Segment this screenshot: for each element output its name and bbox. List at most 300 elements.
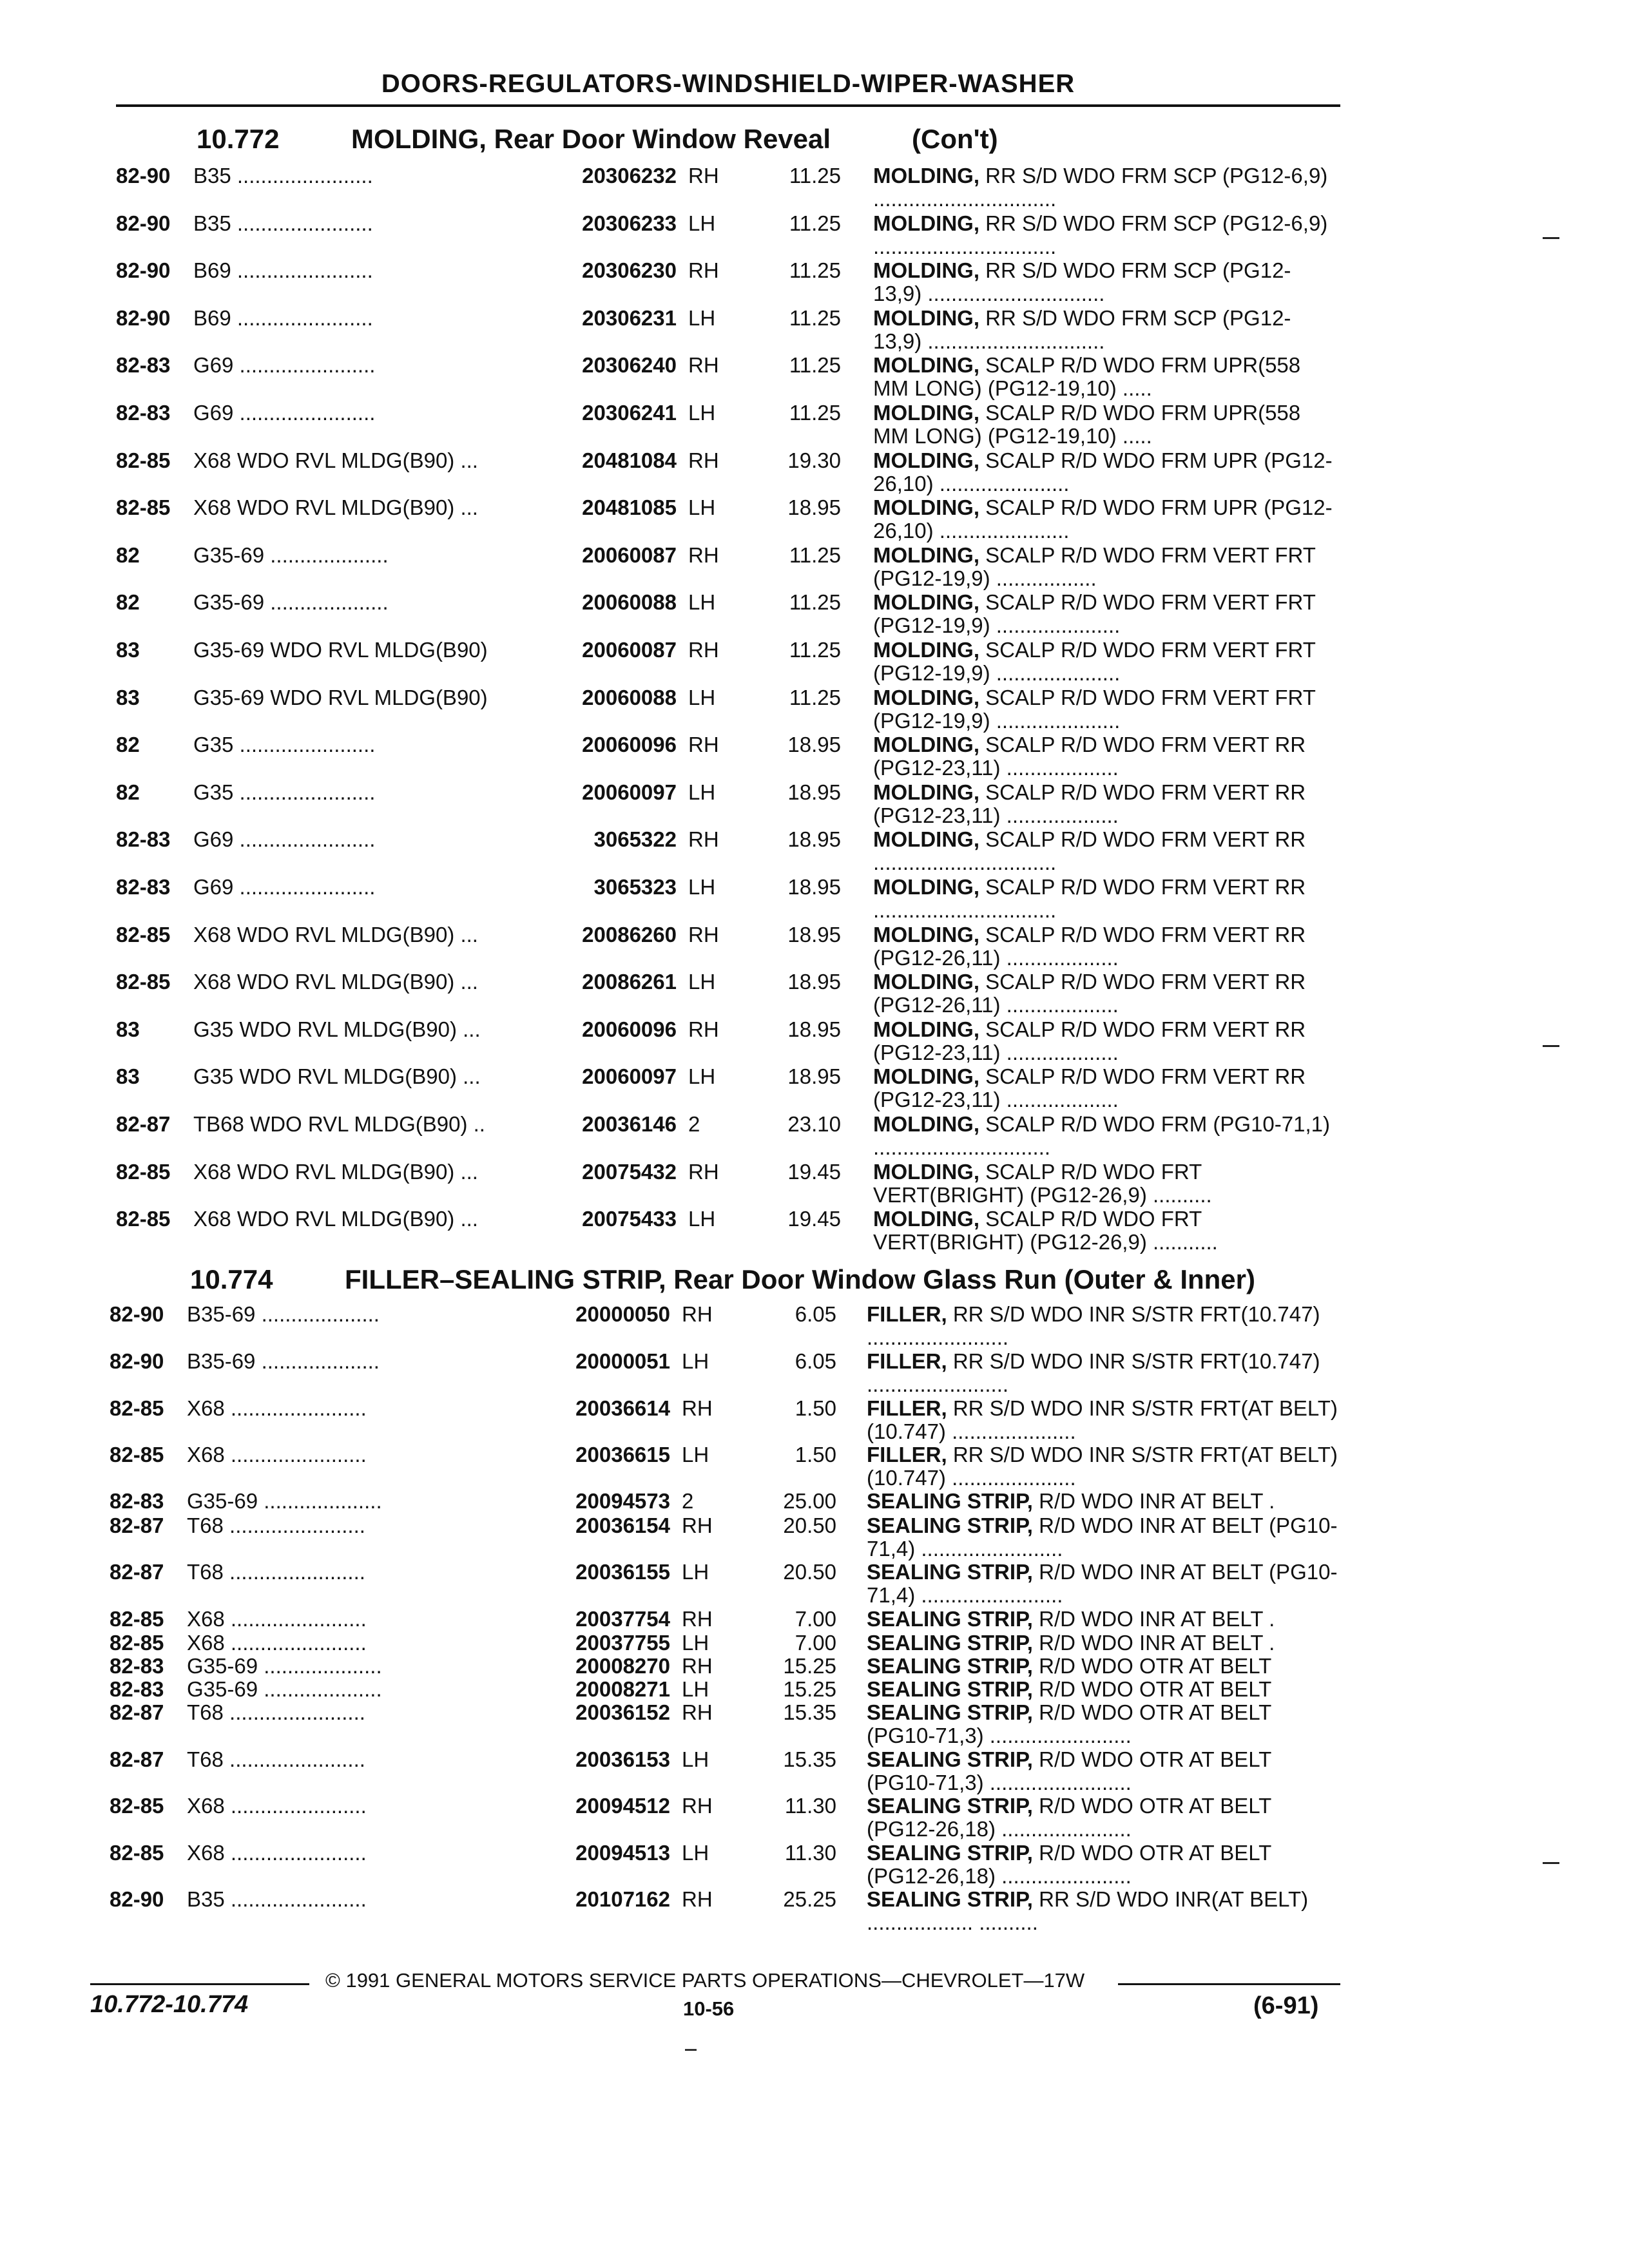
model-years: 82-85 — [116, 495, 171, 519]
model-years: 82-83 — [116, 401, 171, 425]
part-number: 20036155 — [575, 1560, 670, 1584]
price: 11.25 — [789, 353, 841, 377]
description-keyword: MOLDING, — [873, 164, 979, 187]
description-text: SCALP R/D WDO FRM VERT RR (PG12-23,11) ................... — [873, 733, 1306, 780]
description-text: SCALP R/D WDO FRM VERT RR ............................... — [873, 827, 1306, 874]
quantity: LH — [682, 1560, 709, 1584]
margin-mark — [1543, 237, 1559, 239]
description-keyword: MOLDING, — [873, 590, 979, 614]
footer-section-range: 10.772-10.774 — [90, 1991, 249, 2018]
part-description — [867, 1841, 1340, 1888]
part-description — [867, 1490, 1340, 1513]
footer-page-number: 10-56 — [683, 1997, 735, 2020]
model-code: G69 ....................... — [193, 828, 376, 851]
description-keyword: MOLDING, — [873, 638, 979, 662]
description-keyword: MOLDING, — [873, 875, 979, 899]
quantity: RH — [688, 638, 719, 662]
price: 19.45 — [787, 1207, 841, 1231]
part-number: 20036146 — [582, 1112, 677, 1136]
model-years: 83 — [116, 686, 140, 709]
description-keyword: SEALING STRIP, — [867, 1677, 1033, 1701]
model-years: 82-90 — [116, 306, 171, 330]
model-code: T68 ....................... — [187, 1561, 365, 1584]
description-keyword: MOLDING, — [873, 686, 979, 709]
part-number: 20481084 — [582, 448, 677, 472]
description-keyword: SEALING STRIP, — [867, 1514, 1033, 1537]
model-years: 82-85 — [116, 970, 171, 994]
price: 7.00 — [795, 1607, 836, 1631]
part-description — [873, 449, 1337, 495]
description-text: R/D WDO OTR AT BELT (PG12-26,18) ...................... — [867, 1841, 1271, 1888]
quantity: LH — [682, 1443, 709, 1466]
part-description — [873, 591, 1337, 637]
price: 18.95 — [787, 1017, 841, 1041]
quantity: RH — [688, 923, 719, 947]
part-number: 20000051 — [575, 1349, 670, 1373]
quantity: RH — [682, 1887, 713, 1911]
model-years: 82-87 — [110, 1700, 164, 1724]
part-description — [873, 1113, 1337, 1159]
model-years: 83 — [116, 1064, 140, 1088]
model-code: B69 ....................... — [193, 259, 373, 282]
model-years: 82-83 — [110, 1654, 164, 1678]
price: 1.50 — [795, 1443, 836, 1466]
section-number: 10.772 — [197, 124, 280, 154]
price: 11.25 — [789, 638, 841, 662]
part-description — [873, 686, 1337, 733]
description-keyword: MOLDING, — [873, 1160, 979, 1184]
price: 19.45 — [787, 1160, 841, 1184]
model-code: G35 WDO RVL MLDG(B90) ... — [193, 1065, 481, 1088]
quantity: RH — [688, 353, 719, 377]
model-years: 83 — [116, 638, 140, 662]
quantity: RH — [688, 1160, 719, 1184]
model-code: X68 WDO RVL MLDG(B90) ... — [193, 449, 478, 472]
model-years: 82-87 — [110, 1514, 164, 1537]
page-header-title: DOORS-REGULATORS-WINDSHIELD-WIPER-WASHER — [381, 70, 1075, 98]
description-text: R/D WDO OTR AT BELT (PG12-26,18) ...................... — [867, 1794, 1271, 1841]
model-years: 82-90 — [110, 1887, 164, 1911]
description-keyword: FILLER, — [867, 1396, 947, 1420]
price: 18.95 — [787, 780, 841, 804]
part-number: 20008270 — [575, 1654, 670, 1678]
part-description — [873, 876, 1337, 922]
description-keyword: MOLDING, — [873, 923, 979, 947]
description-keyword: MOLDING, — [873, 543, 979, 567]
part-description — [873, 1018, 1337, 1064]
model-code: B35-69 .................... — [187, 1350, 380, 1373]
description-keyword: SEALING STRIP, — [867, 1794, 1033, 1818]
description-keyword: MOLDING, — [873, 1064, 979, 1088]
description-text: R/D WDO OTR AT BELT (PG10-71,3) ........................ — [867, 1747, 1271, 1794]
part-number: 20306240 — [582, 353, 677, 377]
model-code: X68 WDO RVL MLDG(B90) ... — [193, 1160, 478, 1184]
model-code: TB68 WDO RVL MLDG(B90) .. — [193, 1113, 485, 1136]
part-number: 20094513 — [575, 1841, 670, 1865]
description-keyword: MOLDING, — [873, 258, 979, 282]
description-keyword: MOLDING, — [873, 353, 979, 377]
quantity: RH — [682, 1302, 713, 1326]
model-code: G35 WDO RVL MLDG(B90) ... — [193, 1018, 481, 1041]
model-years: 82-85 — [110, 1396, 164, 1420]
page-speck — [685, 2049, 697, 2051]
price: 25.25 — [783, 1887, 836, 1911]
description-keyword: MOLDING, — [873, 733, 979, 756]
model-code: G35-69 .................... — [193, 591, 389, 614]
description-text: RR S/D WDO INR(AT BELT) .................. .......... — [867, 1887, 1309, 1934]
price: 23.10 — [787, 1112, 841, 1136]
model-code: B69 ....................... — [193, 307, 373, 330]
model-years: 82-90 — [116, 164, 171, 187]
part-number: 20060087 — [582, 543, 677, 567]
price: 11.30 — [784, 1794, 836, 1818]
price: 20.50 — [783, 1560, 836, 1584]
description-text: R/D WDO INR AT BELT (PG10-71,4) ........................ — [867, 1514, 1338, 1561]
model-code: G35-69 .................... — [187, 1490, 382, 1513]
model-code: T68 ....................... — [187, 1701, 365, 1724]
section-suffix: (Con't) — [912, 124, 998, 154]
description-text: R/D WDO INR AT BELT (PG10-71,4) ........................ — [867, 1560, 1338, 1607]
part-number: 3065322 — [593, 827, 677, 851]
quantity: RH — [688, 258, 719, 282]
description-text: SCALP R/D WDO FRM VERT FRT (PG12-19,9) ..................... — [873, 686, 1316, 733]
model-years: 82-85 — [110, 1607, 164, 1631]
price: 18.95 — [787, 1064, 841, 1088]
part-description — [873, 828, 1337, 874]
price: 7.00 — [795, 1631, 836, 1655]
description-text: RR S/D WDO FRM SCP (PG12-13,9) .............................. — [873, 306, 1291, 353]
price: 1.50 — [795, 1396, 836, 1420]
part-description — [867, 1443, 1340, 1490]
model-years: 82-83 — [116, 827, 171, 851]
model-code: B35-69 .................... — [187, 1303, 380, 1326]
model-years: 82-90 — [110, 1349, 164, 1373]
quantity: RH — [682, 1794, 713, 1818]
part-description — [867, 1514, 1340, 1561]
part-description — [873, 164, 1337, 211]
price: 11.30 — [784, 1841, 836, 1865]
model-years: 82-85 — [116, 448, 171, 472]
quantity: 2 — [688, 1112, 700, 1136]
model-years: 82-85 — [110, 1443, 164, 1466]
part-number: 20107162 — [575, 1887, 670, 1911]
quantity: LH — [682, 1747, 709, 1771]
price: 20.50 — [783, 1514, 836, 1537]
quantity: RH — [682, 1514, 713, 1537]
description-keyword: MOLDING, — [873, 780, 979, 804]
part-description — [873, 639, 1337, 685]
part-number: 20094573 — [575, 1489, 670, 1513]
part-description — [867, 1655, 1340, 1678]
part-number: 20075432 — [582, 1160, 677, 1184]
model-code: X68 WDO RVL MLDG(B90) ... — [193, 970, 478, 994]
part-description — [873, 1065, 1337, 1111]
part-number: 20306231 — [582, 306, 677, 330]
description-text: SCALP R/D WDO FRM VERT FRT (PG12-19,9) ................. — [873, 543, 1316, 590]
description-keyword: MOLDING, — [873, 401, 979, 425]
model-code: X68 ....................... — [187, 1608, 367, 1631]
price: 15.25 — [783, 1677, 836, 1701]
model-years: 82-85 — [110, 1841, 164, 1865]
part-number: 20036153 — [575, 1747, 670, 1771]
part-description — [873, 212, 1337, 258]
part-number: 3065323 — [593, 875, 677, 899]
part-description — [873, 307, 1337, 353]
description-text: SCALP R/D WDO FRM UPR (PG12-26,10) ...................... — [873, 495, 1333, 543]
model-years: 82-85 — [116, 1160, 171, 1184]
part-number: 20060096 — [582, 1017, 677, 1041]
description-keyword: MOLDING, — [873, 306, 979, 330]
description-keyword: MOLDING, — [873, 827, 979, 851]
description-text: RR S/D WDO FRM SCP (PG12-6,9) ............................... — [873, 211, 1328, 258]
part-number: 20306232 — [582, 164, 677, 187]
description-keyword: FILLER, — [867, 1302, 947, 1326]
model-code: X68 ....................... — [187, 1841, 367, 1865]
quantity: RH — [682, 1700, 713, 1724]
description-text: SCALP R/D WDO FRM UPR (PG12-26,10) ...................... — [873, 448, 1333, 495]
part-number: 20060097 — [582, 780, 677, 804]
part-number: 20060097 — [582, 1064, 677, 1088]
part-number: 20036615 — [575, 1443, 670, 1466]
quantity: RH — [682, 1607, 713, 1631]
quantity: LH — [688, 495, 716, 519]
description-text: SCALP R/D WDO FRM VERT RR (PG12-26,11) ................... — [873, 970, 1306, 1017]
price: 11.25 — [789, 686, 841, 709]
part-description — [873, 923, 1337, 970]
description-text: SCALP R/D WDO FRM VERT RR (PG12-26,11) ................... — [873, 923, 1306, 970]
quantity: LH — [688, 211, 716, 235]
price: 11.25 — [789, 401, 841, 425]
part-description — [867, 1631, 1340, 1655]
part-description — [873, 970, 1337, 1017]
description-keyword: MOLDING, — [873, 1017, 979, 1041]
model-years: 82-90 — [116, 211, 171, 235]
part-number: 20094512 — [575, 1794, 670, 1818]
price: 19.30 — [787, 448, 841, 472]
model-code: G35 ....................... — [193, 733, 376, 756]
description-keyword: MOLDING, — [873, 211, 979, 235]
quantity: RH — [682, 1396, 713, 1420]
model-code: G35-69 .................... — [187, 1655, 382, 1678]
part-number: 20060096 — [582, 733, 677, 756]
model-years: 82 — [116, 590, 140, 614]
quantity: LH — [688, 1064, 716, 1088]
model-code: B35 ....................... — [187, 1888, 367, 1911]
description-text: SCALP R/D WDO FRT VERT(BRIGHT) (PG12-26,9) .......... — [873, 1160, 1212, 1207]
model-years: 82 — [116, 733, 140, 756]
model-years: 82-85 — [116, 923, 171, 947]
quantity: RH — [688, 733, 719, 756]
part-number: 20306230 — [582, 258, 677, 282]
description-text: SCALP R/D WDO FRT VERT(BRIGHT) (PG12-26,9) ........... — [873, 1207, 1218, 1254]
section-heading-10-774 — [0, 1264, 1629, 1296]
model-years: 82-90 — [110, 1302, 164, 1326]
model-code: G35-69 WDO RVL MLDG(B90) — [193, 686, 488, 709]
description-text: SCALP R/D WDO FRM VERT RR ............................... — [873, 875, 1306, 922]
section-title: MOLDING, Rear Door Window Reveal — [351, 124, 831, 154]
description-keyword: MOLDING, — [873, 448, 979, 472]
footer-rule-left — [90, 1983, 309, 1985]
price: 11.25 — [789, 590, 841, 614]
model-code: B35 ....................... — [193, 164, 373, 187]
model-code: G35 ....................... — [193, 781, 376, 804]
description-keyword: SEALING STRIP, — [867, 1747, 1033, 1771]
quantity: LH — [688, 780, 716, 804]
part-number: 20037755 — [575, 1631, 670, 1655]
model-years: 82-90 — [116, 258, 171, 282]
model-code: X68 ....................... — [187, 1443, 367, 1466]
part-description — [867, 1303, 1340, 1349]
model-code: X68 WDO RVL MLDG(B90) ... — [193, 1207, 478, 1231]
description-text: RR S/D WDO INR S/STR FRT(AT BELT)(10.747) ..................... — [867, 1396, 1338, 1443]
price: 18.95 — [787, 970, 841, 994]
model-code: G35-69 WDO RVL MLDG(B90) — [193, 639, 488, 662]
description-keyword: SEALING STRIP, — [867, 1841, 1033, 1865]
description-text: R/D WDO OTR AT BELT — [1039, 1654, 1272, 1678]
description-text: SCALP R/D WDO FRM UPR(558 MM LONG) (PG12-19,10) ..... — [873, 353, 1301, 400]
model-code: G35-69 .................... — [193, 544, 389, 567]
part-number: 20008271 — [575, 1677, 670, 1701]
model-years: 82-83 — [110, 1677, 164, 1701]
price: 15.25 — [783, 1654, 836, 1678]
model-years: 82-85 — [110, 1794, 164, 1818]
quantity: LH — [682, 1631, 709, 1655]
description-text: SCALP R/D WDO FRM VERT FRT (PG12-19,9) ..................... — [873, 638, 1316, 685]
part-description — [873, 1207, 1337, 1254]
price: 11.25 — [789, 543, 841, 567]
part-description — [867, 1678, 1340, 1701]
part-description — [873, 259, 1337, 305]
model-years: 82-83 — [110, 1489, 164, 1513]
part-description — [867, 1561, 1340, 1607]
description-text: RR S/D WDO FRM SCP (PG12-13,9) .............................. — [873, 258, 1291, 305]
section-heading-10-772 — [0, 124, 1629, 156]
description-keyword: SEALING STRIP, — [867, 1607, 1033, 1631]
part-number: 20036154 — [575, 1514, 670, 1537]
margin-mark — [1543, 1862, 1559, 1864]
quantity: RH — [682, 1654, 713, 1678]
price: 18.95 — [787, 827, 841, 851]
footer-rule-right — [1118, 1983, 1340, 1985]
description-text: SCALP R/D WDO FRM VERT FRT (PG12-19,9) ..................... — [873, 590, 1316, 637]
description-text: R/D WDO INR AT BELT . — [1039, 1489, 1275, 1513]
description-keyword: SEALING STRIP, — [867, 1887, 1033, 1911]
price: 18.95 — [787, 875, 841, 899]
description-text: SCALP R/D WDO FRM (PG10-71,1) .............................. — [873, 1112, 1330, 1159]
part-number: 20481085 — [582, 495, 677, 519]
model-code: X68 WDO RVL MLDG(B90) ... — [193, 496, 478, 519]
model-code: G69 ....................... — [193, 401, 376, 425]
part-description — [867, 1608, 1340, 1631]
description-text: R/D WDO INR AT BELT . — [1039, 1607, 1275, 1631]
header-rule — [116, 104, 1340, 107]
price: 15.35 — [783, 1747, 836, 1771]
price: 11.25 — [789, 258, 841, 282]
model-code: X68 ....................... — [187, 1794, 367, 1818]
price: 15.35 — [783, 1700, 836, 1724]
model-code: G69 ....................... — [193, 876, 376, 899]
part-description — [873, 544, 1337, 590]
part-description — [873, 1160, 1337, 1207]
description-keyword: SEALING STRIP, — [867, 1560, 1033, 1584]
price: 18.95 — [787, 495, 841, 519]
description-text: R/D WDO OTR AT BELT (PG10-71,3) ........................ — [867, 1700, 1271, 1747]
description-text: SCALP R/D WDO FRM VERT RR (PG12-23,11) ................... — [873, 780, 1306, 827]
part-number: 20060088 — [582, 590, 677, 614]
part-description — [867, 1888, 1340, 1934]
description-keyword: MOLDING, — [873, 495, 979, 519]
model-code: G69 ....................... — [193, 354, 376, 377]
description-keyword: SEALING STRIP, — [867, 1654, 1033, 1678]
section-title: FILLER–SEALING STRIP, Rear Door Window Glass Run (Outer & Inner) — [345, 1264, 1255, 1294]
description-keyword: SEALING STRIP, — [867, 1489, 1033, 1513]
part-description — [867, 1397, 1340, 1443]
description-keyword: SEALING STRIP, — [867, 1631, 1033, 1655]
model-years: 82-83 — [116, 875, 171, 899]
model-code: X68 ....................... — [187, 1631, 367, 1655]
price: 25.00 — [783, 1489, 836, 1513]
part-description — [873, 401, 1337, 448]
part-number: 20075433 — [582, 1207, 677, 1231]
description-keyword: MOLDING, — [873, 1207, 979, 1231]
part-description — [873, 733, 1337, 780]
part-number: 20036614 — [575, 1396, 670, 1420]
quantity: LH — [688, 401, 716, 425]
quantity: 2 — [682, 1489, 694, 1513]
price: 6.05 — [795, 1302, 836, 1326]
part-number: 20060087 — [582, 638, 677, 662]
description-text: RR S/D WDO INR S/STR FRT(10.747) ........................ — [867, 1302, 1320, 1349]
model-code: X68 ....................... — [187, 1397, 367, 1420]
quantity: LH — [682, 1677, 709, 1701]
description-keyword: MOLDING, — [873, 970, 979, 994]
model-code: T68 ....................... — [187, 1514, 365, 1537]
model-years: 82-85 — [116, 1207, 171, 1231]
quantity: LH — [688, 970, 716, 994]
model-code: B35 ....................... — [193, 212, 373, 235]
part-description — [867, 1701, 1340, 1747]
model-code: X68 WDO RVL MLDG(B90) ... — [193, 923, 478, 947]
quantity: RH — [688, 543, 719, 567]
quantity: RH — [688, 1017, 719, 1041]
quantity: LH — [688, 590, 716, 614]
part-number: 20306233 — [582, 211, 677, 235]
part-number: 20060088 — [582, 686, 677, 709]
description-text: RR S/D WDO INR S/STR FRT(AT BELT)(10.747) ..................... — [867, 1443, 1338, 1490]
description-text: SCALP R/D WDO FRM VERT RR (PG12-23,11) ................... — [873, 1017, 1306, 1064]
quantity: LH — [688, 875, 716, 899]
part-number: 20000050 — [575, 1302, 670, 1326]
part-number: 20086260 — [582, 923, 677, 947]
price: 11.25 — [789, 164, 841, 187]
part-description — [873, 496, 1337, 543]
part-description — [867, 1794, 1340, 1841]
quantity: LH — [682, 1841, 709, 1865]
model-years: 82 — [116, 780, 140, 804]
margin-mark — [1543, 1045, 1559, 1047]
part-description — [873, 354, 1337, 400]
price: 6.05 — [795, 1349, 836, 1373]
model-code: G35-69 .................... — [187, 1678, 382, 1701]
quantity: LH — [682, 1349, 709, 1373]
model-years: 82-83 — [116, 353, 171, 377]
description-text: SCALP R/D WDO FRM VERT RR (PG12-23,11) ................... — [873, 1064, 1306, 1111]
quantity: LH — [688, 306, 716, 330]
model-years: 82-87 — [110, 1560, 164, 1584]
quantity: LH — [688, 686, 716, 709]
model-years: 82-85 — [110, 1631, 164, 1655]
description-text: R/D WDO OTR AT BELT — [1039, 1677, 1272, 1701]
